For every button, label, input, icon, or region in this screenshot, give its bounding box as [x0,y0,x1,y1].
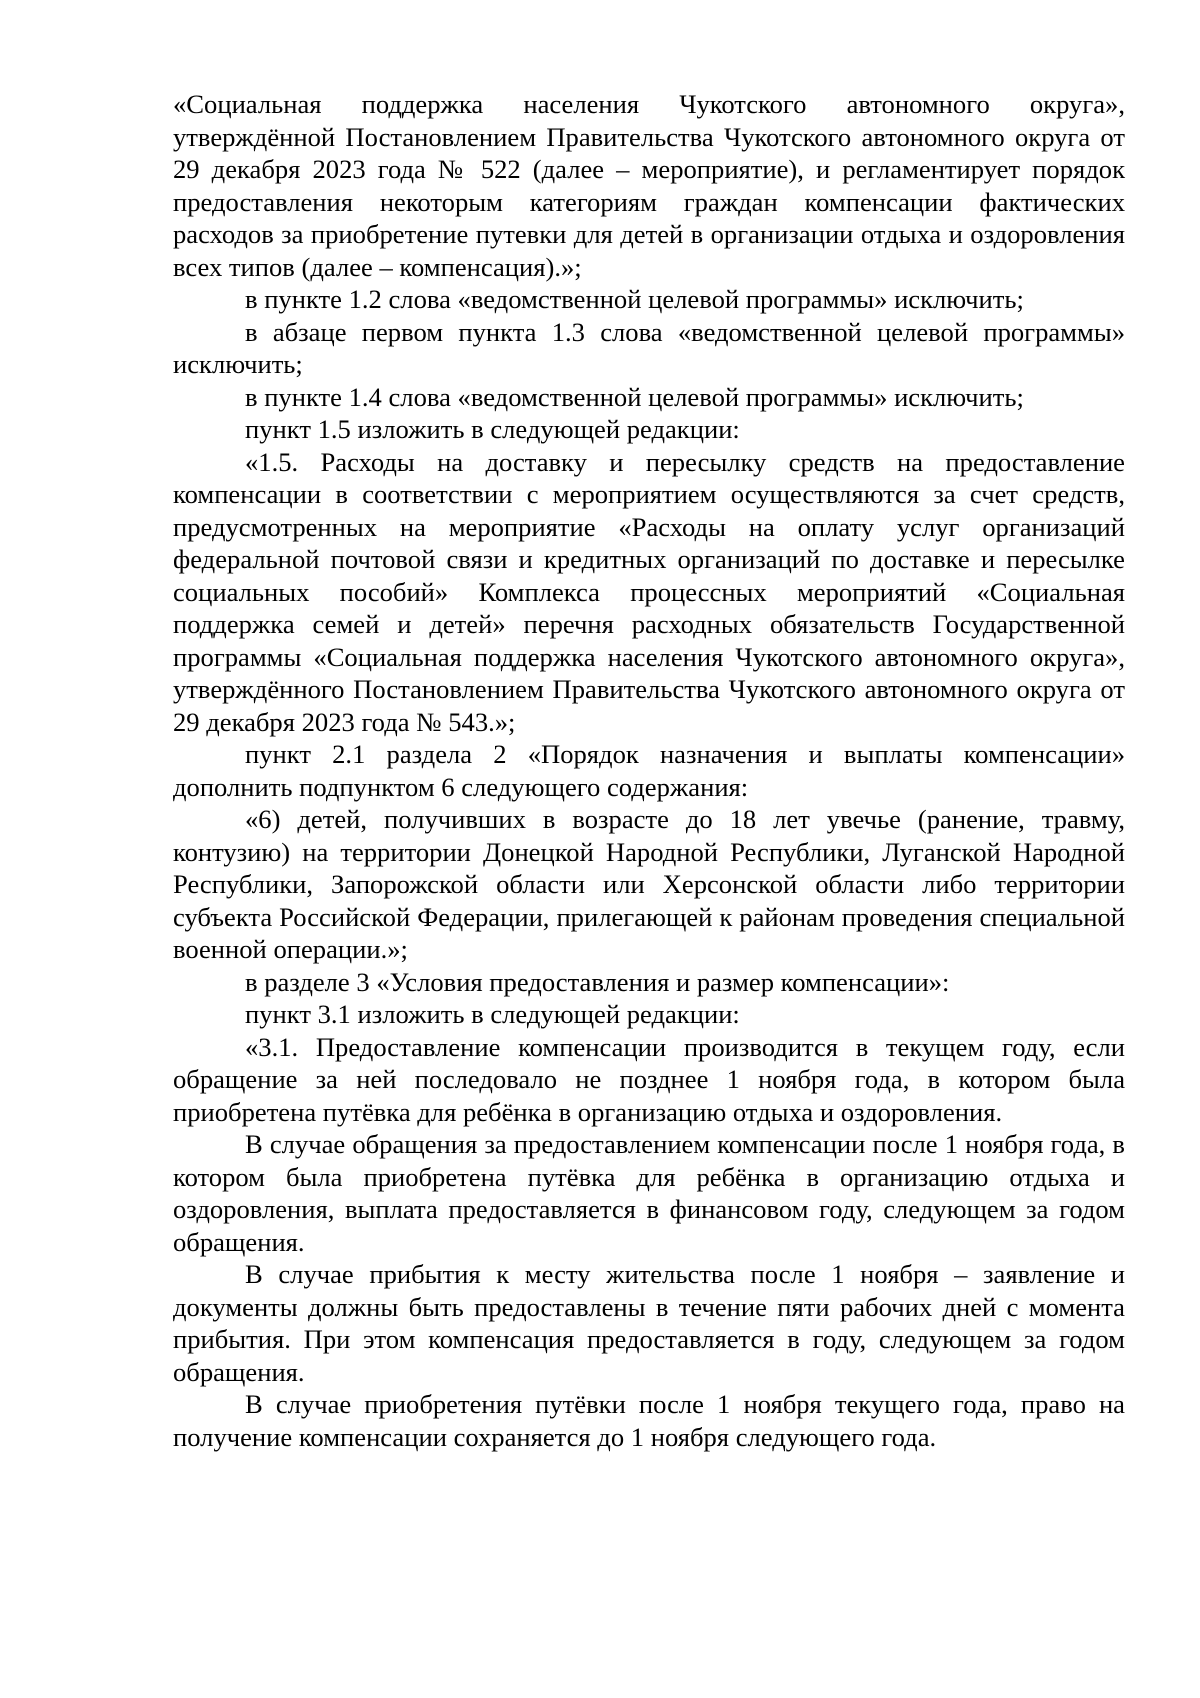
paragraph-item-1-2: в пункте 1.2 слова «ведомственной целевой программы» исключить; [245,284,1024,314]
paragraph-section-3-intro: в разделе 3 «Условия предоставления и размер компенсации»: [245,966,950,997]
paragraph-item-2-1-intro: пункт 2.1 раздела 2 «Порядок назначения и выплаты компенсации» дополнить подпунктом 6 следующего содержания: [173,739,1125,802]
paragraph-continuation: «Социальная поддержка населения Чукотского автономного округа», утверждённой Постановлением Правительства Чукотского автономного округа от 29 декабря 2023 года № 522 (далее – мероприятие), и регламентирует порядок предоставления некоторым категориям граждан компенсации фактических расходов за приобретение путевки для детей в организации отдыха и оздоровления всех типов (далее – компенсация).»; [173,89,1125,282]
document-page [173,88,1125,1453]
paragraph-item-3-1-intro: пункт 3.1 изложить в следующей редакции: [245,999,740,1029]
paragraph-subitem-6: «6) детей, получивших в возрасте до 18 лет увечье (ранение, травму, контузию) на территории Донецкой Народной Республики, Луганской Народной Республики, Запорожской области или Херсонской области либо территории субъекта Российской Федерации, прилегающей к районам проведения специальной военной операции.»; [173,804,1125,964]
paragraph-arrival: В случае прибытия к месту жительства после 1 ноября – заявление и документы должны быть предоставлены в течение пяти рабочих дней с момента прибытия. При этом компенсация предоставляется в году, следующем за годом обращения. [173,1259,1125,1387]
paragraph-late-purchase: В случае приобретения путёвки после 1 ноября текущего года, право на получение компенсации сохраняется до 1 ноября следующего года. [173,1389,1125,1452]
paragraph-item-1-5-intro: пункт 1.5 изложить в следующей редакции: [245,414,740,444]
paragraph-item-1-4: в пункте 1.4 слова «ведомственной целевой программы» исключить; [245,381,1024,412]
paragraph-item-1-3: в абзаце первом пункта 1.3 слова «ведомственной целевой программы» исключить; [173,316,1125,379]
paragraph-late-application: В случае обращения за предоставлением компенсации после 1 ноября года, в котором была приобретена путёвка для ребёнка в организацию отдыха и оздоровления, выплата предоставляется в финансовом году, следующем за годом обращения. [173,1129,1125,1257]
paragraph-item-3-1-text: «3.1. Предоставление компенсации производится в текущем году, если обращение за ней последовало не позднее 1 ноября года, в котором была приобретена путёвка для ребёнка в организацию отдыха и оздоровления. [173,1031,1125,1127]
paragraph-item-1-5-text: «1.5. Расходы на доставку и пересылку средств на предоставление компенсации в соответствии с мероприятием осуществляются за счет средств, предусмотренных на мероприятие «Расходы на оплату услуг организаций федеральной почтовой связи и кредитных организаций по доставке и пересылке социальных пособий» Комплекса процессных мероприятий «Социальная поддержка семей и детей» перечня расходных обязательств Государственной программы «Социальная поддержка населения Чукотского автономного округа», утверждённого Постановлением Правительства Чукотского автономного округа от 29 декабря 2023 года № 543.»; [173,446,1125,737]
